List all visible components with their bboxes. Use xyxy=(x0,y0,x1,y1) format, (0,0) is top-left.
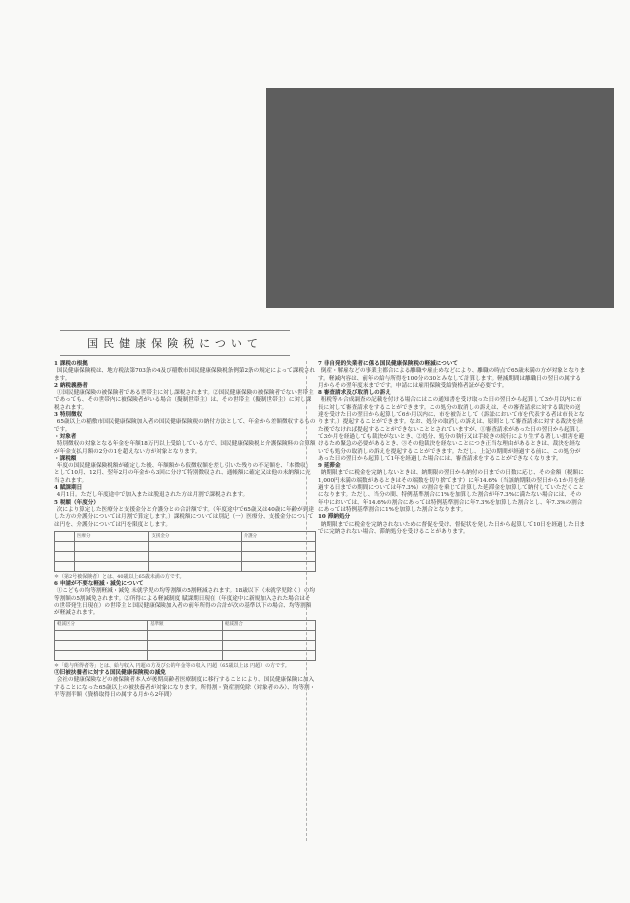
table-note: ＊（第2号被保険者）とは、40歳以上65歳未満の方です。 xyxy=(54,573,185,580)
left-column xyxy=(54,361,316,699)
table-header: 基準額 xyxy=(148,620,223,630)
tax-rate-table xyxy=(54,531,316,572)
section-body: 租税等ル合成調査の記載を付ける場合にはこの通知書を受け取った日の翌日から起算して3か月以内に市長に対して審査請求をすることができます。この処分の取消しの訴えは、その審査請求に対する裁決の送達を受けた日の翌日から起算して6か月以内に、市を被告として（訴訟において市を代表する者は市長となります。）提起することができます。なお、処分の取消しの訴えは、原則として審査請求に対する裁決を経た後でなければ提起することができないこととされていますが、①審査請求があった日の翌日から起算して3か月を経過しても裁決がないとき、②処分、処分の執行又は手続きの続行により生ずる著しい損害を避けるため緊急の必要があるとき、③その他裁決を経ないことにつき正当な理由があるときは、裁決を経ないでも処分の取消しの訴えを提起することができます。ただし、上記の期間が経過する前に、この処分があった日の翌日から起算して1年を経過した場合には、審査請求をすることができなくなります。 xyxy=(318,397,585,462)
table-header: 軽減割合 xyxy=(222,620,315,630)
header-photo xyxy=(266,88,614,308)
section-body: 次により算定した医療分と支援金分と介護分との合計額です。（年度途中で65歳又は40歳に年齢が到達した方の介護分については月割で算定します。）課税額については別記（一）医療分、支援金分については円を、介護分については円を限度とします。 xyxy=(54,506,314,528)
reduction-table xyxy=(54,620,316,661)
table-header xyxy=(55,531,75,541)
table-note: ＊「総与所得者等」とは、給与収入 円超の方及び公的年金等の収入 円超（65歳以上は 円超）の方です。 xyxy=(54,662,290,669)
section-heading: 2 納税義務者 xyxy=(54,382,88,389)
section-heading: 9 延滞金 xyxy=(318,463,341,470)
section-heading: 7 非自発的失業者に係る国民健康保険税の軽減について xyxy=(318,361,458,367)
section-heading: ・課税額 xyxy=(54,455,77,462)
section-body: 年度の国民健康保険税額が確定した後、年額額から仮徴収額を差し引いた残りの不足額を、「本徴収」として10月、12月、翌年2月の年金から3回に分けて特別徴収され、通帳額に確定又は他の未納額に充当されます。 xyxy=(54,463,312,484)
right-column xyxy=(318,361,586,536)
section-heading: 4 賦課期日 xyxy=(54,485,83,492)
section-heading: ③旧被扶養者に対する国民健康保険税の減免 xyxy=(54,669,166,676)
section-heading: 1 課税の根拠 xyxy=(54,361,88,367)
table-header: 支援金分 xyxy=(149,531,241,541)
section-heading: 8 審査請求及び取消しの訴え xyxy=(318,390,391,397)
section-body: 倒産・解雇などの事業主都合による離職や雇止めなどにより、離職の時点で65歳未満の方が対象となります。軽減内容は、前年の給与所得を100分の30とみなして計算します。軽減期間は離職日の翌日の属する月からその翌年度末までです。申請には雇用保険受給資格者証が必要です。 xyxy=(318,368,586,389)
section-body: 国民健康保険税は、地方税法第703条の4及び稲敷市国民健康保険税条例第2条の規定によって課税されます。 xyxy=(54,368,316,382)
section-body: 4月1日。ただし年度途中で加入または脱退された方は月割で課税されます。 xyxy=(56,492,249,499)
section-body: 特別徴収の対象となる年金を年額18万円以上受給している方で、国民健康保険税と介護保険料の合算額が年金支払月額の2分の1を超えない方が対象となります。 xyxy=(54,441,316,455)
section-body: ①国民健康保険の被保険者である世帯主に対し課税されます。②国民健康保険の被保険者でない世帯主であっても、その世帯内に被保険者がいる場合（擬制世帯主）は、その世帯主（擬制世帯主）に対し課税されます。 xyxy=(54,390,314,411)
section-heading: 3 特別徴収 xyxy=(54,412,83,419)
section-heading: 6 申請が不要な軽減・減免について xyxy=(54,581,144,588)
section-heading: ・対象者 xyxy=(54,433,77,440)
table-header: 軽減区分 xyxy=(55,620,148,630)
table-header: 介護分 xyxy=(241,531,315,541)
page-title: 国民健康保険税について xyxy=(60,330,290,356)
section-body: 納期限までに税金を完納されないために督促を受け、督促状を発した日から起算して10日を経過した日までに完納されない場合、滞納処分を受けることがあります。 xyxy=(318,521,586,535)
section-body: 会社の健康保険などの被保険者本人が後期高齢者医療制度に移行することにより、国民健康保険に加入することになった65歳以上の被扶養者が対象になります。所得割・資産割免除（対象者のみ）、均等割・平等割半額（資格取得日の属する月から2年間） xyxy=(54,677,316,698)
table-header: 医療分 xyxy=(75,531,149,541)
section-body: 納期限までに税金を完納しないときは、納期限の翌日から納付の日までの日数に応じ、その金額（税額に1,000円未満の端数があるときはその端数を切り捨てます）に年14.6%（当該納期限の翌日から1か月を経過する日までの期間については年7.3%）の割合を乗じて計算した延滞金を加算して納付していただくことになります。ただし、当分の間、特例基準割合に1%を加算した割合が年7.3%に満たない場合には、その年中においては、年14.6%の割合にあっては特例基準割合に年7.3%を加算した割合とし、年7.3%の割合にあっては特例基準割合に1%を加算した割合となります。 xyxy=(318,470,585,513)
section-heading: 5 税額（年度分） xyxy=(54,499,99,506)
section-heading: 10 滞納処分 xyxy=(318,514,351,521)
column-divider xyxy=(306,361,307,841)
section-body: ①こどもの均等割軽減・減免 未就学児の均等割額の5割軽減されます。18歳以下（未就学児除く）の均等割額の5割減免されます。②所得による軽減制度 賦課期日現在（年度途中に新規加入された場合はその世帯発生日現在）の世帯主と国民健康保険加入者の前年所得の合計が次の基準以下の場合、均等割額が軽減されます。 xyxy=(54,588,315,617)
section-body: 65歳以上の稲敷市国民健康保険加入者の国民健康保険税の納付方法として、年金から差額徴収するものです。 xyxy=(54,419,316,433)
